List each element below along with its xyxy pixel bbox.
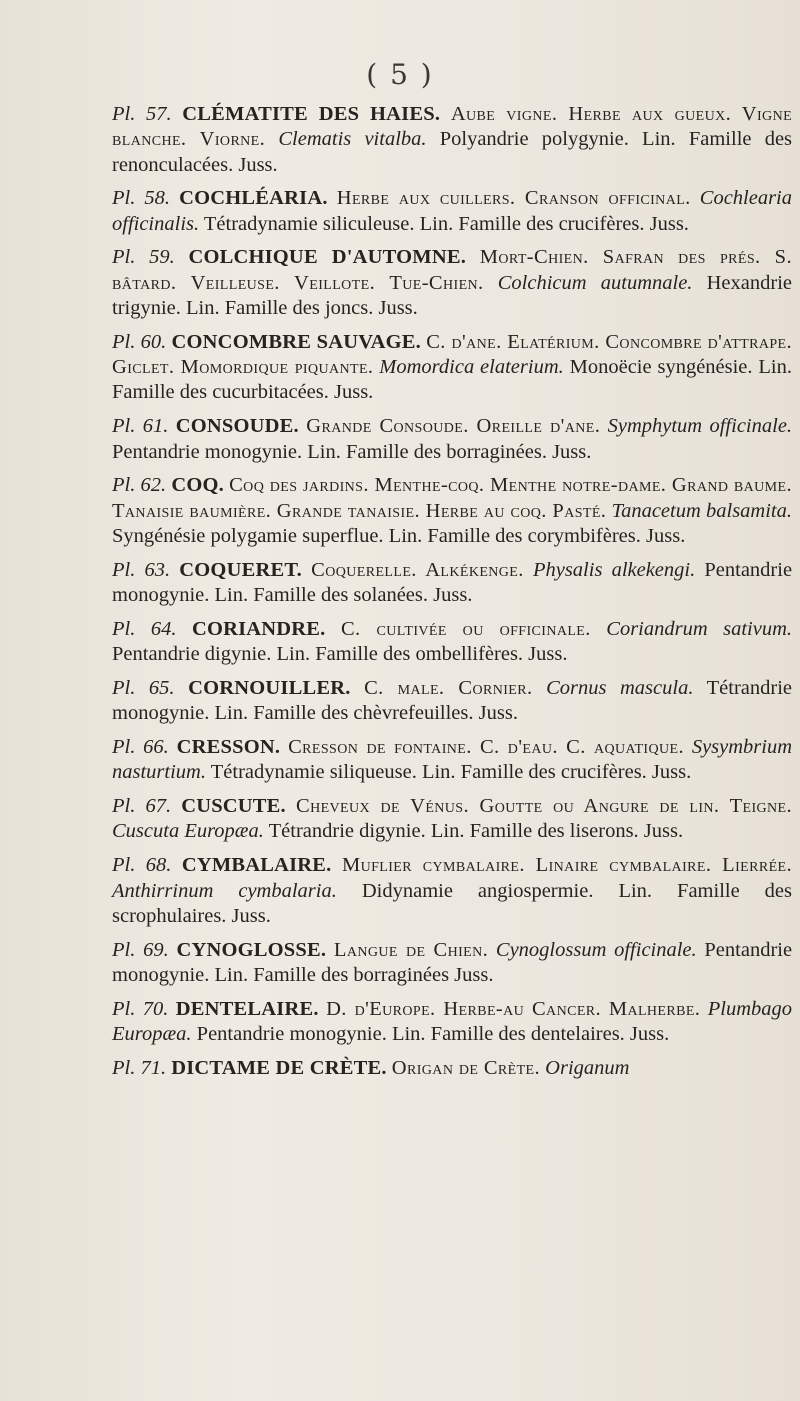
latin-name: Cornus mascula. [546,676,694,699]
latin-name: Clematis vitalba. [278,128,427,151]
family-name: Famille des joncs. Juss. [224,297,418,320]
plant-entry [112,617,792,668]
plate-number: Pl. 64. [112,617,177,640]
linnaean-class: Tétrandrie digynie. Lin. [268,820,465,843]
plant-entry [112,1056,792,1081]
family-name: Famille des solanées. Juss. [253,584,473,607]
linnaean-class: Didynamie angiospermie. Lin. [361,879,653,902]
common-names: Coquerelle. Alkékenge. [311,558,524,581]
family-name: Famille des crucifères. Juss. [460,761,692,784]
linnaean-class: Tétradynamie siliculeuse. Lin. [203,212,454,235]
common-names: Herbe aux cuillers. Cranson officinal. [336,187,691,210]
headword: CYNOGLOSSE. [176,938,327,961]
latin-name: Symphytum officinale. [607,415,793,438]
family-name: Famille des corymbifères. Juss. [427,524,686,547]
latin-name: Cuscuta Europæa. [112,820,264,843]
plant-entry [112,473,792,549]
family-name: Famille des chèvrefeuilles. Juss. [253,702,518,725]
family-name: Famille des dentelaires. Juss. [430,1023,670,1045]
plant-entry [112,330,792,406]
plate-number: Pl. 70. [112,997,169,1020]
plant-entry [112,938,792,989]
plant-entry [112,794,792,845]
plant-entry [112,245,792,321]
plant-entry [112,102,792,178]
headword: CLÉMATITE DES HAIES. [182,103,441,125]
family-name: Famille des borraginées Juss. [253,963,494,986]
headword: CYMBALAIRE. [181,854,332,877]
plant-entry [112,853,792,929]
common-names: C. male. Cornier. [364,676,533,699]
entry-list [112,102,792,1090]
page-number: ( 5 ) [366,58,434,91]
headword: COLCHIQUE D'AUTOMNE. [188,246,467,269]
plate-number: Pl. 59. [112,246,175,269]
plate-number: Pl. 65. [112,676,175,699]
headword: DICTAME DE CRÈTE. [171,1056,387,1079]
headword: DENTELAIRE. [175,997,319,1020]
plant-entry [112,414,792,465]
plant-entry [112,735,792,786]
latin-name: Colchicum autumnale. [497,271,693,294]
linnaean-class: Pentandrie monogynie. Lin. [112,440,341,463]
plant-entry [112,997,792,1048]
linnaean-class: Tétradynamie siliqueuse. Lin. [210,761,456,784]
common-names: Cresson de fontaine. C. d'eau. C. aquatique. [288,736,684,759]
linnaean-class: Pentandrie monogynie. Lin. [112,938,793,986]
plant-entry [112,186,792,237]
common-names: C. d'ane. Elatérium. Concombre d'attrape. Giclet. Momordique piquante. [112,330,793,379]
common-names: Aube vigne. Herbe aux gueux. Vigne blanche. Viorne. [112,103,793,151]
linnaean-class: Pentandrie monogynie. Lin. [196,1023,426,1045]
latin-name: Plumbago Europæa. [112,997,793,1045]
latin-name: Anthirrinum cymbalaria. [112,879,337,902]
linnaean-class: Tétrandrie monogynie. Lin. [112,676,793,725]
headword: COCHLÉARIA. [179,187,328,210]
plate-number: Pl. 69. [112,938,169,961]
headword: COQ. [171,474,224,497]
common-names: Coq des jardins. Menthe-coq. Menthe notre-dame. Grand baume. Tanaisie baumière. Grande tanaisie. Herbe au coq. Pasté. [112,474,793,522]
latin-name: Momordica elaterium. [379,356,564,379]
linnaean-class: Polyandrie polygynie. Lin. [439,128,676,151]
common-names: Mort-Chien. Safran des prés. S. bâtard. Veilleuse. Veillote. Tue-Chien. [112,246,792,294]
plate-number: Pl. 58. [112,187,171,210]
plate-number: Pl. 71. [112,1056,167,1079]
headword: CRESSON. [176,736,281,759]
headword: CORIANDRE. [191,617,326,640]
plate-number: Pl. 60. [112,330,167,353]
family-name: Famille des ombellifères. Juss. [315,643,568,666]
plate-number: Pl. 61. [112,415,169,438]
headword: CONCOMBRE SAUVAGE. [171,330,421,353]
linnaean-class: Hexandrie trigynie. Lin. [112,271,792,320]
common-names: Muflier cymbalaire. Linaire cymbalaire. Lierrée. [341,854,792,877]
common-names: D. d'Europe. Herbe-au Cancer. Malherbe. [326,997,701,1020]
plate-number: Pl. 66. [112,736,169,759]
headword: CUSCUTE. [181,795,286,818]
family-name: Famille des scrophulaires. Juss. [112,879,792,927]
linnaean-class: Pentandrie monogynie. Lin. [112,558,793,607]
headword: CORNOUILLER. [188,676,351,699]
latin-name: Cochlearia officinalis. [112,187,793,235]
family-name: Famille des borraginées. Juss. [346,440,592,463]
headword: COQUERET. [179,558,303,581]
linnaean-class: Syngénésie polygamie superflue. Lin. [112,524,423,547]
family-name: Famille des renonculacées. Juss. [112,128,793,176]
linnaean-class: Pentandrie digynie. Lin. [112,643,311,666]
latin-name: Sysymbrium nasturtium. [112,736,793,784]
family-name: Famille des crucifères. Juss. [458,212,689,235]
family-name: Famille des liserons. Juss. [469,820,684,843]
latin-name: Cynoglossum officinale. [495,938,697,961]
common-names: Langue de Chien. [333,938,489,961]
latin-name: Physalis alkekengi. [532,558,696,581]
common-names: Cheveux de Vénus. Goutte ou Angure de lin. Teigne. [296,795,793,818]
latin-name: Tanacetum balsamita. [611,499,792,522]
plate-number: Pl. 63. [112,558,171,581]
headword: CONSOUDE. [175,415,299,438]
family-name: Famille des cucurbitacées. Juss. [112,381,374,404]
common-names: C. cultivée ou officinale. [340,617,591,640]
linnaean-class: Monoëcie syngénésie. Lin. [569,356,792,379]
plate-number: Pl. 68. [112,854,172,877]
plant-entry [112,676,792,727]
common-names: Grande Consoude. Oreille d'ane. [306,415,601,438]
plate-number: Pl. 67. [112,795,172,818]
latin-name: Coriandrum sativum. [606,617,793,640]
plant-entry [112,558,792,609]
common-names: Origan de Crète. [391,1056,541,1079]
plate-number: Pl. 57. [112,103,172,125]
latin-name: Origanum [545,1056,630,1079]
plate-number: Pl. 62. [112,474,167,497]
